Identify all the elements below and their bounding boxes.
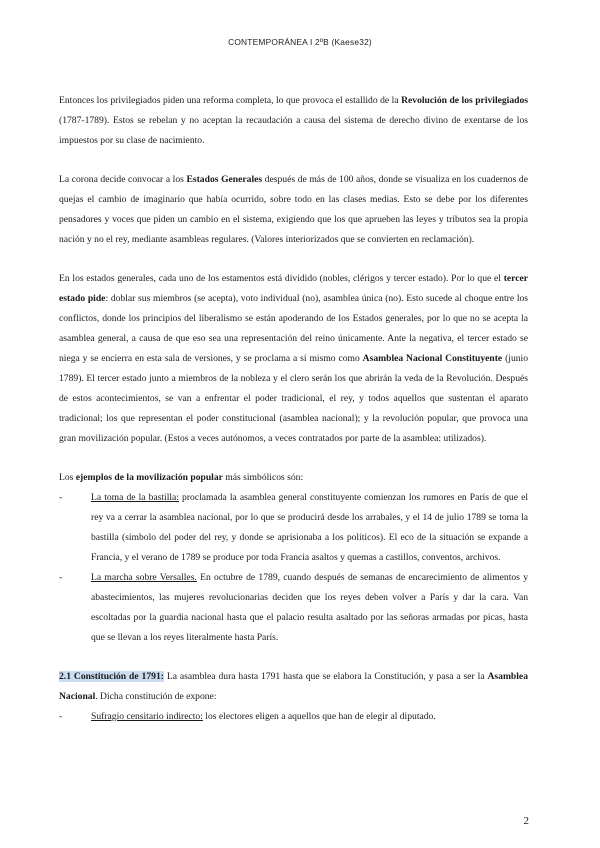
underlined-term: La marcha sobre Versalles. [91, 572, 197, 583]
bold-term: Asamblea Nacional Constituyente [362, 353, 503, 364]
page-number: 2 [523, 815, 529, 827]
paragraph-estados-generales: La corona decide convocar a los Estados Generales después de más de 100 años, donde se visualiza en los cuadernos de quejas el cambio de imaginario que había ocurrido, sobre todo en las clases medias. Esto se debe por los diferentes pensadores y voces que piden un cambio en el sistema, exigiendo que los que aprueben las leyes y tributos sea la propia nación y no el rey, mediante asambleas regulares. (Valores interiorizados que se convierten en reclamación). [59, 174, 528, 245]
underlined-term: La toma de la bastilla: [91, 492, 179, 503]
list-item: - Sufragio censitario indirecto: los electores eligen a aquellos que han de elegir al diputado. [59, 707, 528, 727]
list-dash: - [59, 572, 63, 583]
bold-term: Revolución de los privilegiados [401, 95, 528, 106]
document-body [59, 91, 528, 727]
list-dash: - [59, 492, 63, 503]
bold-term: Asamblea Nacional [59, 671, 528, 702]
paragraph-movilizacion-intro: Los ejemplos de la movilización popular más simbólicos són: [59, 472, 304, 483]
list-dash: - [59, 711, 63, 722]
list-item: - La marcha sobre Versalles. En octubre de 1789, cuando después de semanas de encarecimiento de alimentos y abastecimientos, las mujeres revolucionarias deciden que los reyes deben volver a París y dar la cara. Van escoltadas por la guardia nacional hasta que el palacio resulta asaltado por las señoras armadas por picas, hasta que se llevan a los reyes literalmente hasta París. [59, 568, 528, 648]
bold-term: Estados Generales [186, 174, 263, 185]
underlined-term: Sufragio censitario indirecto: [91, 711, 203, 722]
bold-term: tercer estado pide [59, 273, 528, 304]
section-heading: 2.1 Constitución de 1791: [59, 671, 164, 682]
bold-term: ejemplos de la movilización popular [75, 472, 223, 483]
list-item: - La toma de la bastilla: proclamada la asamblea general constituyente comienzan los rumores en París de que el rey va a cerrar la asamblea nacional, por lo que se producirá desde los arrabales, y el 14 de julio 1789 se toma la bastilla (símbolo del poder del rey, y donde se aprisionaba a los políticos). El eco de la situación se expande a Francia, y el verano de 1789 se produce por toda Francia asaltos y quemas a castillos, conventos, archivos. [59, 488, 528, 568]
section-constitucion-1791: 2.1 Constitución de 1791: La asamblea dura hasta 1791 hasta que se elabora la Constitución, y pasa a ser la Asamblea Nacional. Dicha constitución de expone: [59, 671, 528, 702]
page-header: CONTEMPORÁNEA I 2ºB (Kaese32) [228, 37, 372, 47]
paragraph-privileged-revolution: Entonces los privilegiados piden una reforma completa, lo que provoca el estallido de la Revolución de los privilegiados (1787-1789). Estos se rebelan y no aceptan la recaudación a causa del sistema de derecho divino de exentarse de los impuestos por su clase de nacimiento. [59, 95, 528, 146]
paragraph-tercer-estado: En los estados generales, cada uno de los estamentos está dividido (nobles, clérigos y tercer estado). Por lo que el tercer estado pide: doblar sus miembros (se acepta), voto individual (no), asamblea única (no). Esto sucede al choque entre los conflictos, donde los principios del liberalismo se están apoderando de los Estados generales, por lo que no se acepta la asamblea general, a causa de que eso sea una representación del reino únicamente. Ante la negativa, el tercer estado se niega y se encierra en esta sala de versiones, y se proclama a sí mismo como Asamblea Nacional Constituyente (junio 1789). El tercer estado junto a miembros de la nobleza y el clero serán los que abrirán la veda de la Revolución. Después de estos acontecimientos, se van a enfrentar el poder tradicional, el rey, y todos aquellos que sustentan el aparato tradicional; los que representan el poder constitucional (asamblea nacional); y la revolución popular, que provoca una gran movilización popular. (Estos a veces autónomos, a veces contratados por parte de la asamblea: utilizados). [59, 273, 529, 444]
